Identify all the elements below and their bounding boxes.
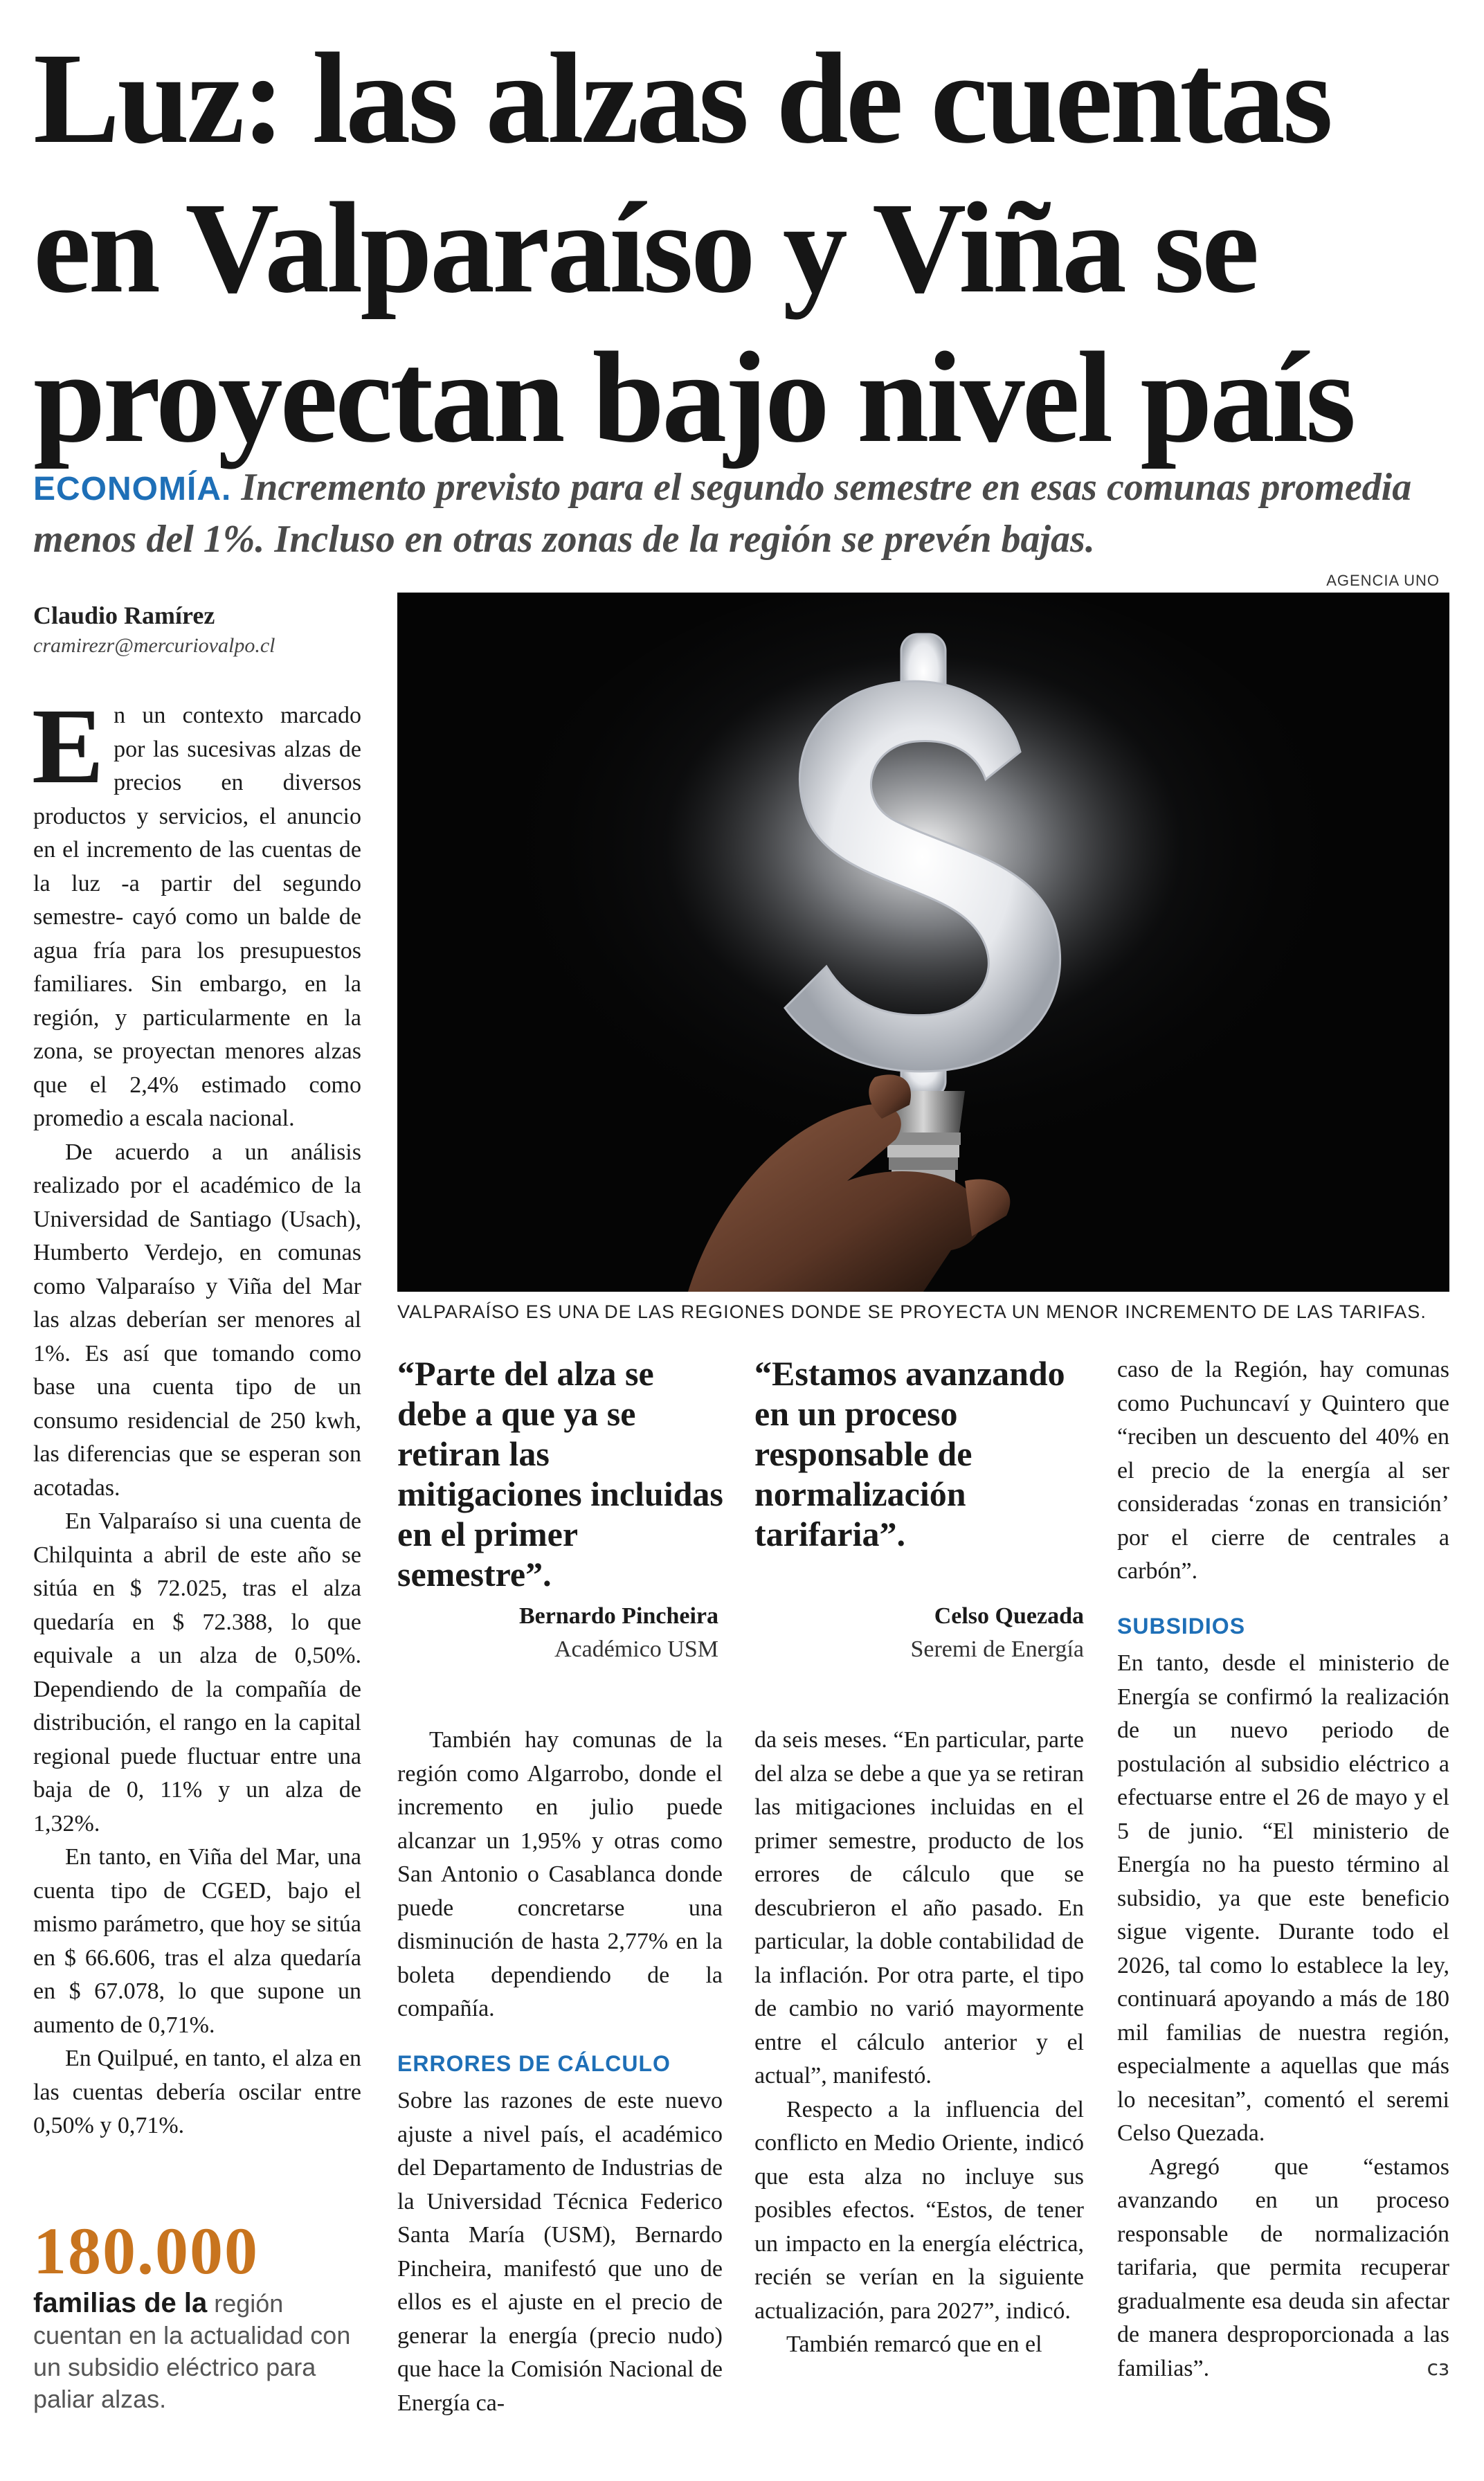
- body-paragraph: da seis meses. “En particular, parte del alza se debe a que ya se retiran las mitigaciones incluidas en el primer semestre, producto de los errores de cálculo que se descubrieron el año pasado. En particular, la doble contabilidad de la inflación. Por otra parte, el tipo de cambio no varió mayormente entre el cálculo anterior y el actual”, manifestó.: [754, 1727, 1084, 2088]
- body-paragraph: Sobre las razones de este nuevo ajuste a nivel país, el académico del Departamento de Industrias de la Universidad Técnica Federico Santa María (USM), Bernardo Pincheira, manifestó que uno de ellos es el ajuste en el precio de generar la energía (precio nudo) que hace la Comisión Nacional de Energía ca-: [397, 2088, 723, 2416]
- author-name: Claudio Ramírez: [33, 602, 215, 629]
- pull-quote-1: “Parte del alza se debe a que ya se retiran las mitigaciones incluidas en el primer semestre”.: [397, 1354, 723, 1594]
- column-4: [1117, 1353, 1449, 2385]
- stat-body: región cuentan en la actualidad con un subsidio eléctrico para paliar alzas.: [33, 2289, 351, 2413]
- author-email: cramirezr@mercuriovalpo.cl: [33, 634, 275, 657]
- section-kicker: ECONOMÍA.: [33, 471, 232, 507]
- deck: [33, 462, 1459, 564]
- subhead-subsidios: SUBSIDIOS: [1117, 1613, 1246, 1639]
- quote-1-role: Académico USM: [554, 1636, 718, 1662]
- body-paragraph: También remarcó que en el: [786, 2331, 1042, 2357]
- headline-line-2: en Valparaíso y Viña se: [33, 175, 1257, 320]
- quote-1-name: Bernardo Pincheira: [518, 1603, 718, 1629]
- stat-number: 180.000: [33, 2214, 259, 2288]
- article-photo: [397, 593, 1449, 1292]
- column-3: [754, 1724, 1084, 2362]
- column-2: [397, 1724, 723, 2420]
- body-paragraph: En Valparaíso si una cuenta de Chilquinta a abril de este año se sitúa en $ 72.025, tras el alza quedaría en $ 72.388, lo que equivale a un alza de 0,50%. Dependiendo de la compañía de distribución, el rango en la capital regional puede fluctuar entre una baja de 0, 11% y un alza de 1,32%.: [33, 1508, 361, 1837]
- body-paragraph: En tanto, desde el ministerio de Energía se confirmó la realización de un nuevo periodo de postulación al subsidio eléctrico a efectuarse entre el 26 de mayo y el 5 de junio. “El ministerio de Energía no ha puesto término al subsidio, ya que este beneficio sigue vigente. Durante todo el 2026, tal como lo establece la ley, continuará apoyando a más de 180 mil familias de nuestra región, especialmente a aquellas que más lo necesitan”, comentó el seremi Celso Quezada.: [1117, 1650, 1449, 2146]
- stat-text: [33, 2287, 372, 2415]
- quote-2-role: Seremi de Energía: [910, 1636, 1084, 1662]
- body-paragraph: Agregó que “estamos avanzando en un proceso responsable de normalización tarifaria, que permita recuperar gradualmente esa deuda sin afectar de manera desproporcionada a las familias”. cз: [1117, 2151, 1449, 2386]
- body-paragraph: De acuerdo a un análisis realizado por el académico de la Universidad de Santiago (Usach), Humberto Verdejo, en comunas como Valparaíso y Viña del Mar las alzas deberían ser menores al 1%. Es así que tomando como base una cuenta tipo de un consumo residencial de 250 kwh, las diferencias que se esperan son acotadas.: [33, 1139, 361, 1501]
- headline-line-1: Luz: las alzas de cuentas: [33, 26, 1330, 170]
- stat-lead: familias de la: [33, 2288, 208, 2318]
- headline: [33, 24, 1459, 472]
- end-mark-icon: cз: [1427, 2356, 1449, 2381]
- dropcap: E: [32, 686, 105, 806]
- column-1: [32, 686, 362, 2143]
- body-paragraph: Respecto a la influencia del conflicto en Medio Oriente, indicó que esta alza no incluye sus posibles efectos. “Estos, de tener un impacto en la energía eléctrica, recién se verían en la siguiente actualización, para 2027”, indicó.: [754, 2096, 1084, 2324]
- subhead-errores: ERRORES DE CÁLCULO: [397, 2050, 671, 2076]
- deck-text: Incremento previsto para el segundo semestre en esas comunas promedia menos del 1%. Incluso en otras zonas de la región se prevén bajas.: [33, 466, 1412, 561]
- body-paragraph: En Quilpué, en tanto, el alza en las cuentas debería oscilar entre 0,50% y 0,71%.: [33, 2046, 361, 2138]
- body-paragraph: También hay comunas de la región como Algarrobo, donde el incremento en julio puede alcanzar un 1,95% y otras como San Antonio o Casablanca donde puede concretarse una disminución de hasta 2,77% en la boleta dependiendo de la compañía.: [397, 1727, 723, 2021]
- photo-caption: VALPARAÍSO ES UNA DE LAS REGIONES DONDE SE PROYECTA UN MENOR INCREMENTO DE LAS TARIFAS.: [397, 1301, 1427, 1322]
- lightbulb-dollar-icon: [397, 593, 1449, 1292]
- headline-line-3: proyectan bajo nivel país: [33, 325, 1354, 469]
- body-paragraph: caso de la Región, hay comunas como Puchuncaví y Quintero que “reciben un descuento del 40% en el precio de la energía al ser consideradas ‘zonas en transición’ por el cierre de centrales a carbón”.: [1117, 1357, 1449, 1584]
- photo-credit: AGENCIA UNO: [1326, 572, 1440, 589]
- quote-2-name: Celso Quezada: [934, 1603, 1084, 1629]
- lead-paragraph: En un contexto marcado por las sucesivas alzas de precios en diversos productos y servicios, el anuncio en el incremento de las cuentas de la luz -a partir del segundo semestre- cayó como un balde de agua fría para los presupuestos familiares. Sin embargo, en la región, y particularmente en la zona, se proyectan menores alzas que el 2,4% estimado como promedio a escala nacional.: [32, 686, 361, 1131]
- pull-quote-2: “Estamos avanzando en un proceso responsable de normalización tarifaria”.: [754, 1354, 1065, 1553]
- body-paragraph: En tanto, en Viña del Mar, una cuenta tipo de CGED, bajo el mismo parámetro, que hoy se sitúa en $ 66.606, tras el alza quedaría en $ 67.078, lo que supone un aumento de 0,71%.: [33, 1844, 362, 2038]
